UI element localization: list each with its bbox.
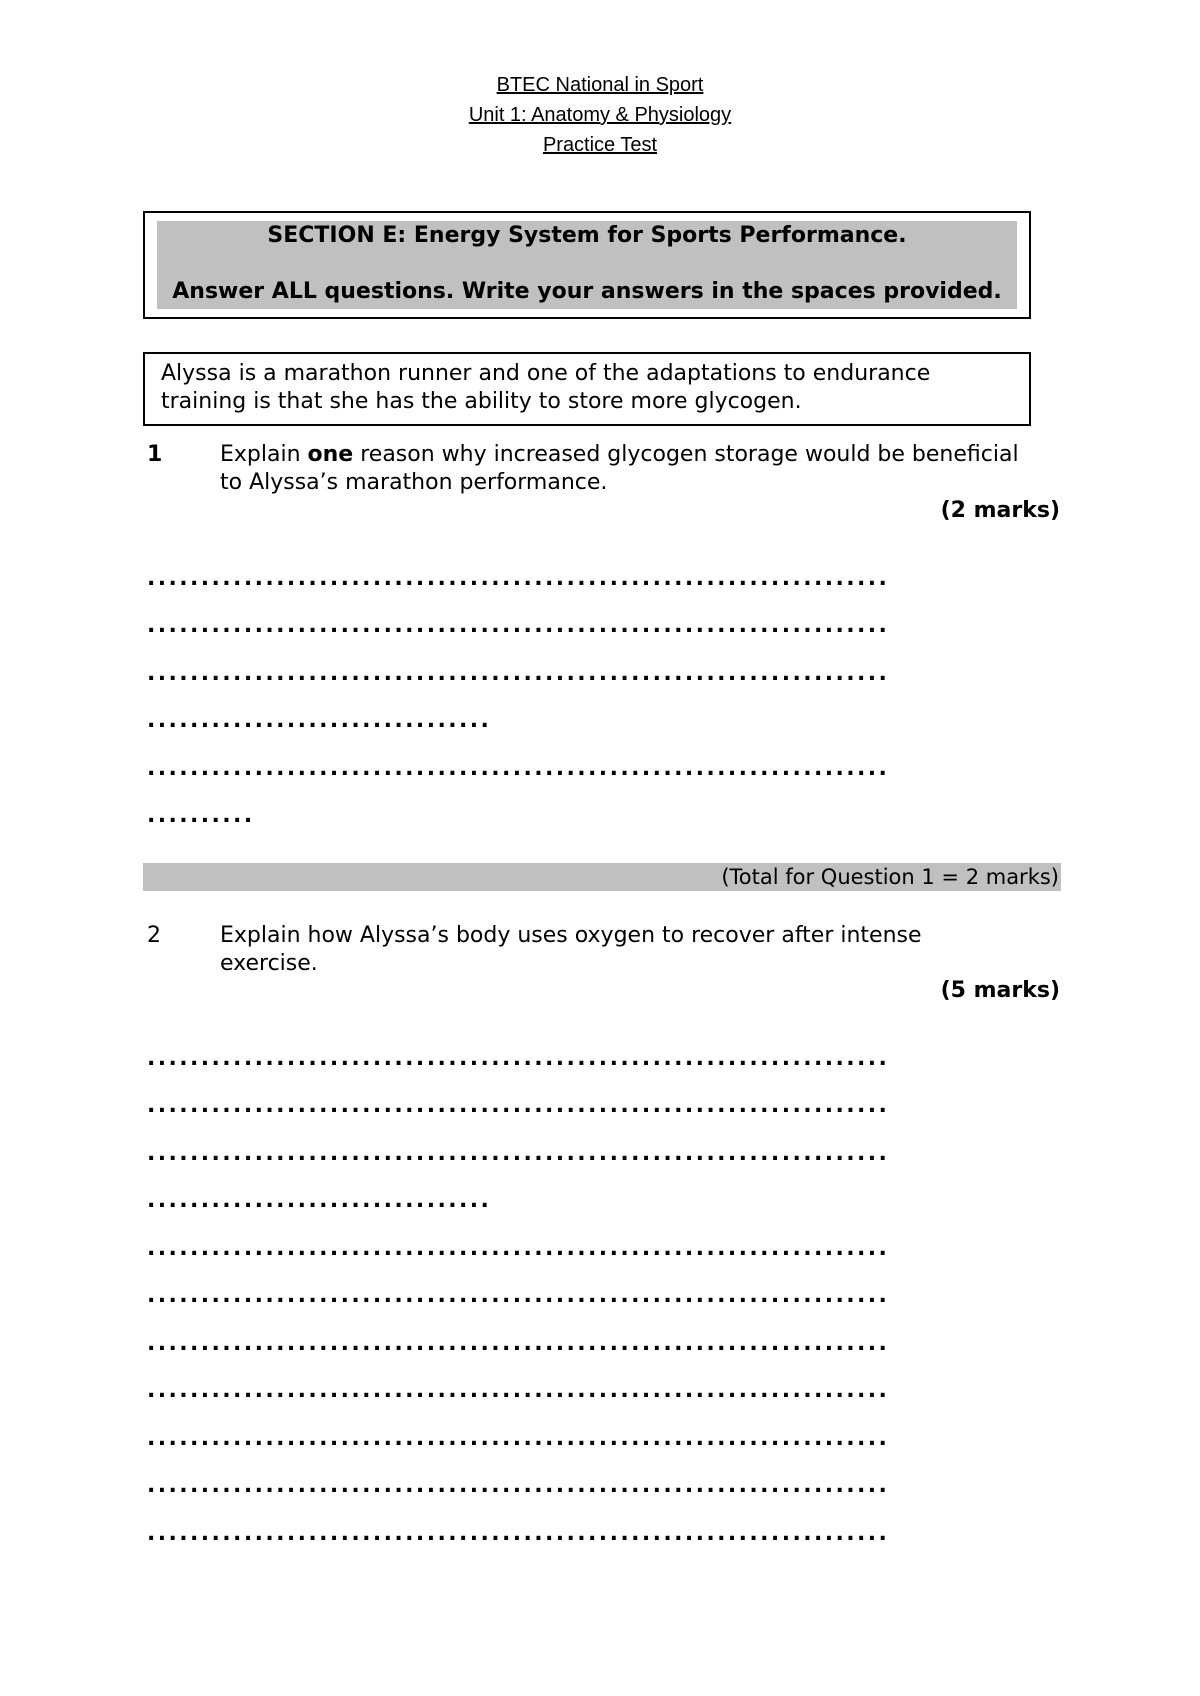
answer-line[interactable]: ..................................................................... [147,1426,890,1451]
answer-line[interactable]: ..................................................................... [147,661,890,686]
section-box [143,211,1031,319]
answer-line[interactable]: .......... [147,803,255,828]
answer-line[interactable]: ..................................................................... [147,1093,890,1118]
section-banner [157,221,1017,309]
answer-line[interactable]: ..................................................................... [147,1473,890,1498]
answer-line[interactable]: ..................................................................... [147,566,890,591]
answer-line[interactable]: ................................ [147,708,492,733]
answer-line[interactable]: ..................................................................... [147,756,890,781]
answer-line[interactable]: ..................................................................... [147,613,890,638]
question-number: 1 [147,442,163,467]
answer-line[interactable]: ..................................................................... [147,1236,890,1261]
answer-line[interactable]: ..................................................................... [147,1521,890,1546]
question-number: 2 [147,923,161,948]
question-1-total: (Total for Question 1 = 2 marks) [143,863,1061,891]
document-header [0,70,1200,160]
test-title: Practice Test [542,134,658,156]
section-title: SECTION E: Energy System for Sports Performance. [267,223,907,248]
answer-line[interactable]: ..................................................................... [147,1331,890,1356]
answer-line[interactable]: ..................................................................... [147,1141,890,1166]
question-text-part: reason why increased glycogen storage would be beneficial to Alyssa’s marathon performance. [220,442,1019,495]
question-text [220,441,1020,497]
answer-line[interactable]: ..................................................................... [147,1378,890,1403]
question-2-marks: (5 marks) [940,978,1060,1003]
question-emphasis: one [307,442,354,467]
answer-line[interactable]: ..................................................................... [147,1283,890,1308]
course-title: BTEC National in Sport [496,74,704,96]
scenario-text: Alyssa is a marathon runner and one of the adaptations to endurance training is that she has the ability to store more glycogen. [161,361,931,414]
answer-line[interactable]: ..................................................................... [147,1046,890,1071]
unit-title: Unit 1: Anatomy & Physiology [468,104,732,126]
answer-line[interactable]: ................................ [147,1188,492,1213]
section-instruction: Answer ALL questions. Write your answers in the spaces provided. [172,279,1002,304]
question-text: Explain how Alyssa’s body uses oxygen to recover after intense exercise. [220,923,922,976]
scenario-box [143,352,1031,426]
question-text-part: Explain [220,442,308,467]
question-1-marks: (2 marks) [940,498,1060,523]
